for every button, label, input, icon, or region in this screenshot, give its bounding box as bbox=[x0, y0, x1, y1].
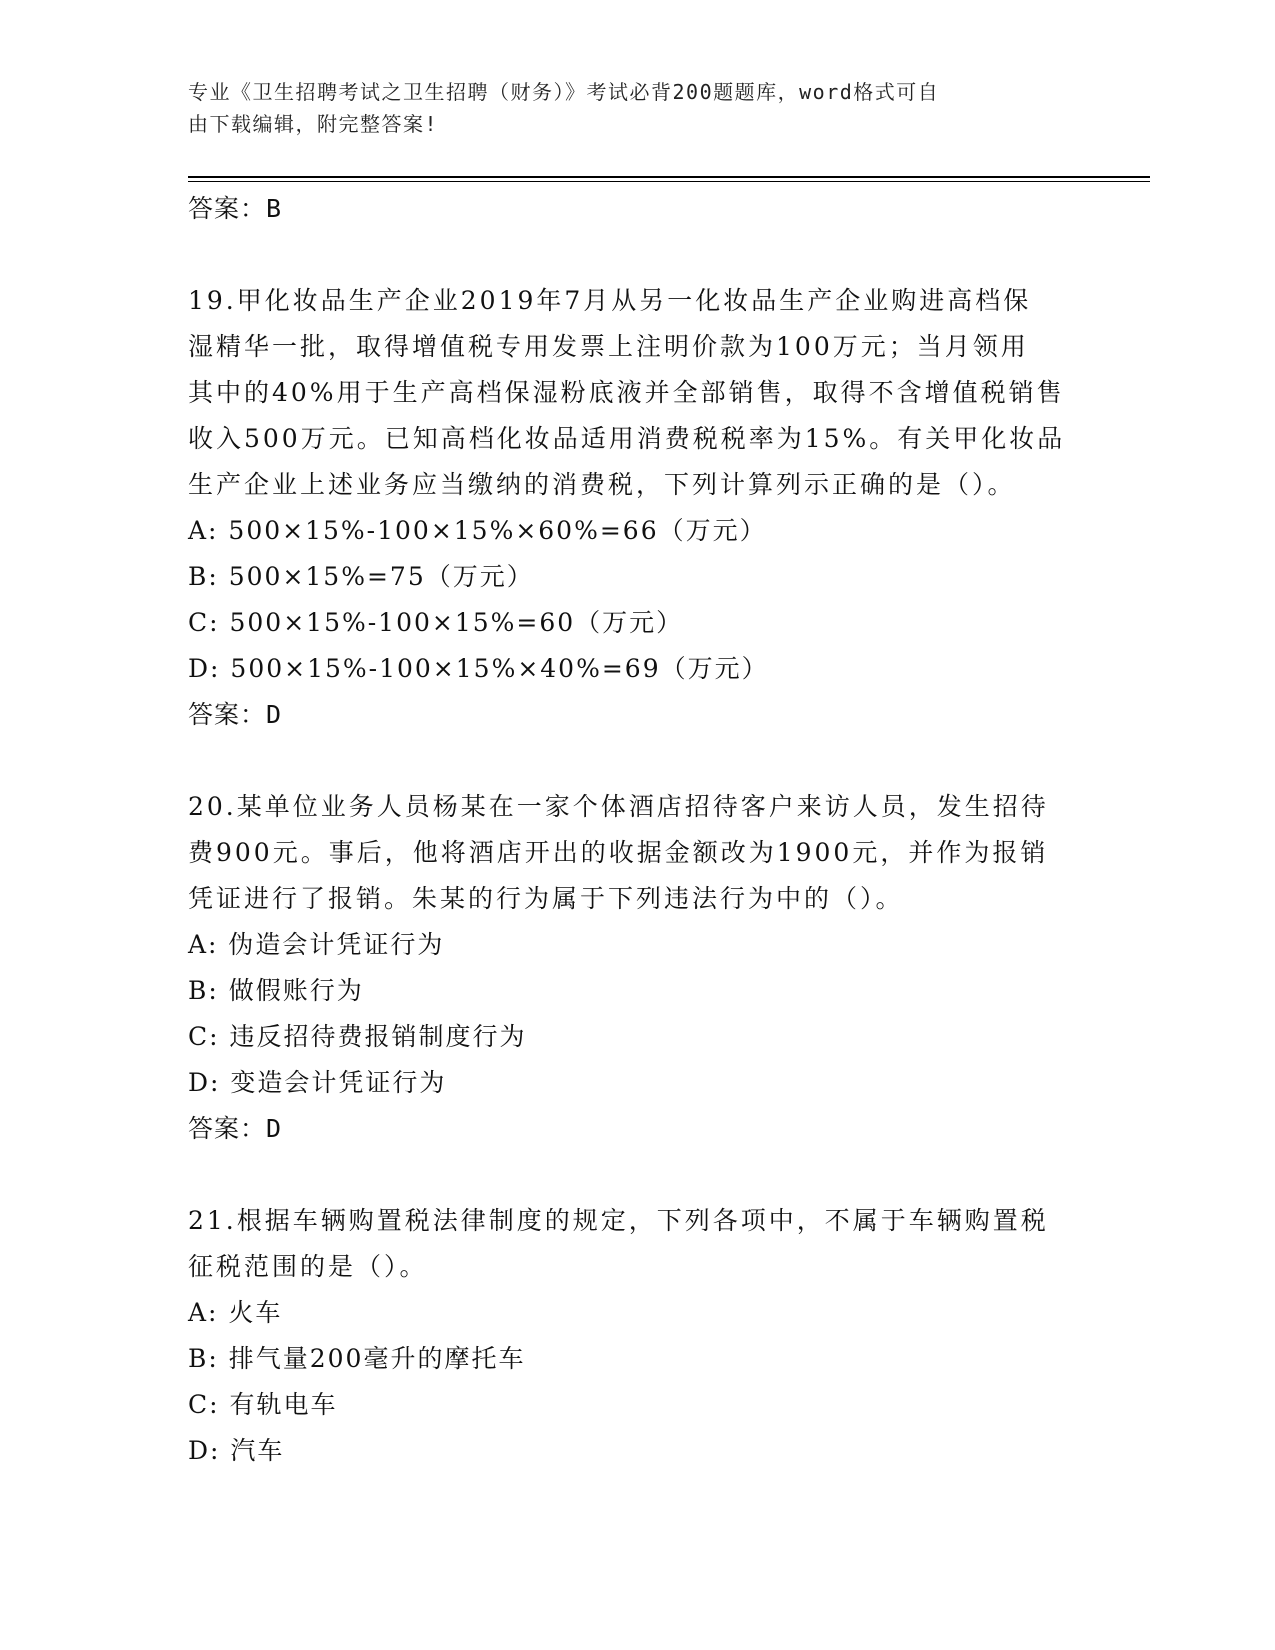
question-text bbox=[188, 278, 1088, 508]
question-list bbox=[188, 186, 1088, 1474]
option-d: D: 变造会计凭证行为 bbox=[188, 1068, 447, 1097]
question-line: 20.某单位业务人员杨某在一家个体酒店招待客户来访人员，发生招待 bbox=[188, 792, 1049, 821]
question-line: 征税范围的是（）。 bbox=[188, 1252, 428, 1281]
header-title-line-2: 由下载编辑，附完整答案! bbox=[188, 112, 439, 136]
header-rule-thick bbox=[188, 176, 1150, 178]
question-line: 其中的40%用于生产高档保湿粉底液并全部销售，取得不含增值税销售 bbox=[188, 378, 1065, 407]
previous-answer: 答案：B bbox=[188, 194, 283, 223]
answer-label: 答案：D bbox=[188, 700, 283, 729]
question-19 bbox=[188, 278, 1088, 738]
page-header bbox=[188, 76, 1068, 140]
question-line: 湿精华一批，取得增值税专用发票上注明价款为100万元；当月领用 bbox=[188, 332, 1029, 361]
answer-label: 答案：D bbox=[188, 1114, 283, 1143]
question-line: 收入500万元。已知高档化妆品适用消费税税率为15%。有关甲化妆品 bbox=[188, 424, 1066, 453]
question-20 bbox=[188, 784, 1088, 1152]
option-d: D: 500×15%-100×15%×40%=69（万元） bbox=[188, 654, 769, 683]
question-line: 费900元。事后，他将酒店开出的收据金额改为1900元，并作为报销 bbox=[188, 838, 1049, 867]
header-rule-thin bbox=[188, 181, 1150, 182]
header-title-line-1: 专业《卫生招聘考试之卫生招聘（财务）》考试必背200题题库，word格式可自 bbox=[188, 80, 940, 104]
option-c: C: 违反招待费报销制度行为 bbox=[188, 1022, 527, 1051]
option-d: D: 汽车 bbox=[188, 1436, 285, 1465]
question-text bbox=[188, 1198, 1088, 1290]
spacer bbox=[188, 738, 1088, 784]
spacer bbox=[188, 1152, 1088, 1198]
question-line: 凭证进行了报销。朱某的行为属于下列违法行为中的（）。 bbox=[188, 884, 904, 913]
question-text bbox=[188, 784, 1088, 922]
question-line: 21.根据车辆购置税法律制度的规定，下列各项中，不属于车辆购置税 bbox=[188, 1206, 1049, 1235]
spacer bbox=[188, 232, 1088, 278]
option-c: C: 有轨电车 bbox=[188, 1390, 338, 1419]
option-b: B: 排气量200毫升的摩托车 bbox=[188, 1344, 526, 1373]
option-a: A: 火车 bbox=[188, 1298, 283, 1327]
question-line: 生产企业上述业务应当缴纳的消费税，下列计算列示正确的是（）。 bbox=[188, 470, 1016, 499]
option-a: A: 伪造会计凭证行为 bbox=[188, 930, 445, 959]
option-b: B: 500×15%=75（万元） bbox=[188, 562, 534, 591]
question-21 bbox=[188, 1198, 1088, 1474]
option-b: B: 做假账行为 bbox=[188, 976, 364, 1005]
option-c: C: 500×15%-100×15%=60（万元） bbox=[188, 608, 684, 637]
question-line: 19.甲化妆品生产企业2019年7月从另一化妆品生产企业购进高档保 bbox=[188, 286, 1032, 315]
option-a: A: 500×15%-100×15%×60%=66（万元） bbox=[188, 516, 767, 545]
